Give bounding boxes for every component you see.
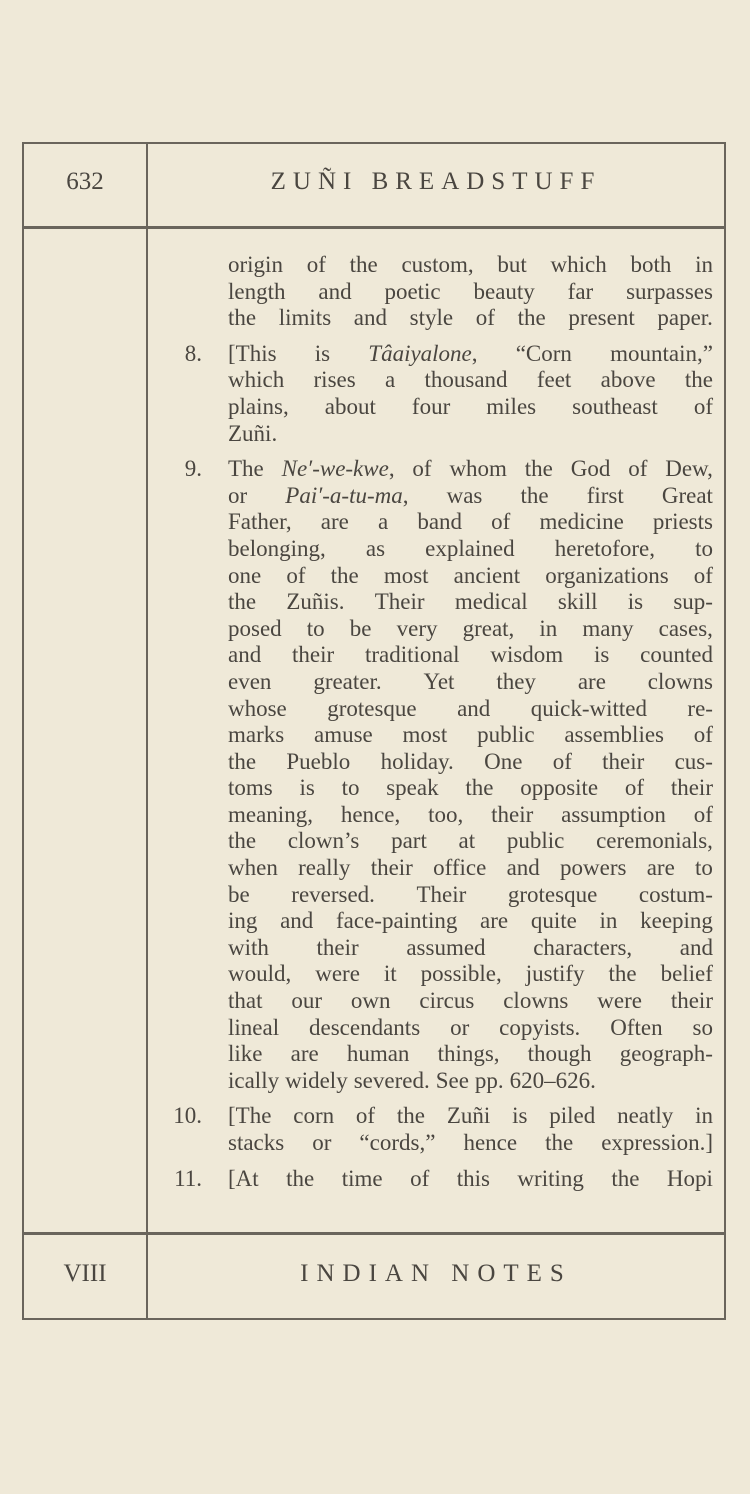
word: and — [318, 278, 352, 304]
text-line — [228, 802, 713, 829]
word: ically — [228, 1067, 280, 1093]
word: ceremonials, — [596, 828, 713, 854]
word: clowns — [503, 988, 569, 1014]
word: possible, — [420, 961, 502, 987]
page-number: 632 — [66, 168, 104, 195]
word: quick-witted — [530, 695, 647, 721]
word: and — [280, 908, 314, 934]
text-line — [228, 305, 713, 332]
word: they — [496, 668, 536, 694]
word: the — [228, 305, 257, 331]
text-line — [228, 775, 713, 802]
text-line — [228, 279, 713, 306]
word: belonging, — [228, 535, 326, 561]
word: very — [396, 615, 438, 641]
word: though — [527, 1041, 592, 1067]
word: priests — [652, 509, 713, 535]
word: the — [608, 961, 637, 987]
word: Pueblo — [286, 748, 351, 774]
word: ancient — [453, 562, 521, 588]
word: the — [286, 1165, 315, 1191]
volume-number: VIII — [63, 1260, 107, 1287]
word: pp. — [474, 1067, 504, 1093]
word: but — [497, 252, 527, 277]
word: origin — [228, 252, 283, 277]
word: of — [624, 775, 645, 801]
word: which — [228, 367, 285, 393]
word: [This — [228, 340, 277, 366]
word: be — [349, 615, 372, 641]
word: are — [290, 1041, 319, 1067]
text-line — [228, 1130, 713, 1157]
word: poetic — [384, 278, 441, 304]
note-number: 9. — [184, 456, 202, 482]
word: face-painting — [336, 908, 458, 934]
word: own — [350, 988, 391, 1014]
word: quite — [530, 908, 577, 934]
word: to — [341, 775, 360, 801]
word: limits — [278, 305, 332, 331]
word: hence, — [340, 801, 401, 827]
word: are — [320, 509, 349, 535]
word: their — [670, 775, 713, 801]
word: the — [465, 775, 494, 801]
word: thousand — [424, 367, 508, 393]
word: the — [611, 1165, 640, 1191]
word: re- — [687, 695, 713, 721]
word: in — [539, 615, 558, 641]
word: the — [228, 589, 257, 615]
word: things, — [437, 1041, 500, 1067]
text-line — [228, 1068, 713, 1095]
word: many — [582, 615, 634, 641]
word: southeast — [572, 393, 658, 419]
word: “Corn — [515, 340, 572, 366]
text-line — [228, 367, 713, 394]
word: Father, — [228, 509, 292, 535]
word: in — [695, 252, 713, 277]
word: Often — [610, 1014, 663, 1040]
word: expression.] — [601, 1130, 713, 1155]
word: the — [396, 1103, 426, 1129]
word: or — [312, 1130, 332, 1155]
word: cases, — [658, 615, 713, 641]
word: this — [456, 1165, 490, 1191]
text-line — [228, 563, 713, 590]
word: whom — [449, 456, 507, 482]
word: meaning, — [228, 801, 313, 827]
word: sup- — [673, 589, 713, 615]
word: plains, — [228, 393, 289, 419]
text-line — [228, 1166, 713, 1193]
word: were — [597, 988, 642, 1014]
word: Ne′-we-kwe, — [281, 456, 395, 482]
word: amuse — [314, 722, 373, 748]
word: public — [506, 828, 565, 854]
word: their — [316, 934, 359, 960]
word: most — [402, 722, 448, 748]
word: skill — [557, 589, 598, 615]
word: of — [410, 1165, 430, 1191]
word: be — [228, 881, 250, 907]
notes-body — [160, 252, 713, 1201]
text-line — [228, 908, 713, 935]
note-item — [160, 252, 713, 332]
word: a — [384, 367, 396, 393]
word: “cords,” — [359, 1130, 436, 1155]
word: justify — [525, 961, 585, 987]
word: when — [228, 855, 278, 881]
word: band — [417, 509, 463, 535]
word: descendants — [309, 1014, 421, 1040]
text-line — [228, 616, 713, 643]
text-line — [228, 483, 713, 510]
word: part — [391, 828, 427, 854]
word: toms — [228, 775, 273, 801]
word: are — [577, 668, 606, 694]
word: four — [411, 393, 451, 419]
word: human — [346, 1041, 410, 1067]
text-line — [228, 456, 713, 483]
word: See — [435, 1067, 469, 1093]
word: style — [409, 305, 454, 331]
word: are — [480, 908, 509, 934]
word: a — [377, 509, 389, 535]
word: is — [627, 589, 644, 615]
word: organizations — [545, 562, 669, 588]
word: public — [477, 722, 535, 748]
word: of — [693, 393, 713, 419]
word: in — [695, 1103, 713, 1129]
text-line — [228, 536, 713, 563]
word: 620–626. — [509, 1067, 596, 1093]
word: geograph- — [619, 1041, 713, 1067]
word: the — [228, 828, 257, 854]
word: neatly — [617, 1103, 674, 1129]
text-line — [228, 749, 713, 776]
word: Zuñis. — [286, 589, 345, 615]
word: stacks — [228, 1130, 285, 1155]
text-line — [228, 589, 713, 616]
text-line — [228, 1103, 713, 1130]
word: of — [475, 305, 495, 331]
word: of — [693, 801, 713, 827]
word: as — [365, 535, 386, 561]
word: and — [353, 305, 388, 331]
word: and — [679, 934, 713, 960]
word: keeping — [640, 908, 713, 934]
word: of — [286, 562, 306, 588]
word: Their — [374, 589, 425, 615]
word: of — [628, 456, 648, 482]
word: of — [491, 509, 511, 535]
word: or — [228, 482, 248, 508]
word: of — [693, 562, 713, 588]
word: that — [228, 988, 263, 1014]
word: their — [602, 748, 645, 774]
note-number: 8. — [184, 340, 202, 366]
text-line — [228, 935, 713, 962]
word: Pai′-a-tu-ma, — [285, 482, 409, 508]
word: medical — [454, 589, 528, 615]
word: Yet — [423, 668, 455, 694]
word: too, — [428, 801, 464, 827]
word: the — [517, 305, 546, 331]
word: time — [341, 1165, 383, 1191]
word: assumed — [406, 934, 486, 960]
word: or — [450, 1014, 470, 1040]
word: surpasses — [626, 278, 713, 304]
word: were — [315, 961, 360, 987]
note-item — [160, 341, 713, 447]
word: Hopi — [666, 1165, 713, 1191]
word: of — [355, 1103, 376, 1129]
word: miles — [486, 393, 537, 419]
word: assumption — [561, 801, 666, 827]
word: office — [433, 855, 487, 881]
text-line — [228, 722, 713, 749]
word: clown’s — [287, 828, 360, 854]
word: severed. — [353, 1067, 430, 1093]
running-title: ZUÑI BREADSTUFF — [270, 168, 602, 195]
word: grotesque — [507, 881, 598, 907]
word: explained — [425, 535, 515, 561]
header-rule — [24, 226, 724, 229]
word: and — [457, 695, 491, 721]
word: like — [228, 1041, 263, 1067]
word: Zuñi. — [228, 420, 278, 446]
word: assemblies — [564, 722, 664, 748]
text-line — [228, 669, 713, 696]
text-line — [228, 988, 713, 1015]
word: in — [599, 908, 618, 934]
text-line — [228, 961, 713, 988]
word: costum- — [638, 881, 713, 907]
word: length — [228, 278, 286, 304]
word: of — [552, 748, 572, 774]
word: their — [292, 642, 335, 668]
word: characters, — [533, 934, 633, 960]
word: so — [692, 1014, 713, 1040]
word: One — [484, 748, 523, 774]
word: The — [228, 456, 264, 482]
text-line — [228, 882, 713, 909]
word: reversed. — [291, 881, 375, 907]
word: greater. — [313, 668, 382, 694]
text-line — [228, 1041, 713, 1068]
series-title: INDIAN NOTES — [300, 1260, 572, 1287]
word: Great — [661, 482, 713, 508]
word: medicine — [539, 509, 624, 535]
word: circus — [419, 988, 475, 1014]
note-item — [160, 456, 713, 1094]
word: cus- — [674, 748, 713, 774]
word: paper. — [657, 305, 713, 331]
text-line — [228, 855, 713, 882]
word: corn — [293, 1103, 335, 1129]
word: both — [630, 252, 672, 277]
word: really — [298, 855, 351, 881]
word: writing — [517, 1165, 584, 1191]
text-line — [228, 341, 713, 368]
word: first — [586, 482, 624, 508]
word: is — [314, 340, 331, 366]
text-line — [228, 642, 713, 669]
word: it — [383, 961, 397, 987]
word: most — [383, 562, 429, 588]
text-line — [228, 828, 713, 855]
word: even — [228, 668, 272, 694]
word: to — [695, 855, 713, 881]
word: whose — [228, 695, 287, 721]
word: their — [370, 855, 413, 881]
text-line — [228, 252, 713, 279]
word: would, — [228, 961, 292, 987]
note-item — [160, 1166, 713, 1193]
text-line — [228, 509, 713, 536]
word: belief — [660, 961, 713, 987]
word: one — [228, 562, 262, 588]
word: piled — [549, 1103, 596, 1129]
word: to — [695, 535, 713, 561]
word: Tâaiyalone, — [368, 340, 478, 366]
word: clowns — [647, 668, 713, 694]
word: with — [228, 934, 269, 960]
word: counted — [640, 642, 713, 668]
word: opposite — [520, 775, 599, 801]
word: [At — [228, 1165, 259, 1191]
word: about — [324, 393, 376, 419]
word: present — [568, 305, 635, 331]
word: to — [306, 615, 325, 641]
word: the — [349, 252, 378, 277]
column-divider — [146, 144, 148, 1318]
word: the — [545, 1130, 574, 1155]
text-line — [228, 394, 713, 421]
word: posed — [228, 615, 282, 641]
word: feet — [536, 367, 572, 393]
word: our — [291, 988, 323, 1014]
word: was — [446, 482, 483, 508]
word: beauty — [473, 278, 535, 304]
word: great, — [462, 615, 515, 641]
word: Dew, — [665, 456, 713, 482]
word: Their — [416, 881, 467, 907]
word: the — [524, 456, 553, 482]
word: and — [506, 855, 540, 881]
word: God — [570, 456, 611, 482]
text-line — [228, 421, 713, 448]
word: the — [520, 482, 549, 508]
note-number: 11. — [174, 1165, 202, 1191]
word: lineal — [228, 1014, 280, 1040]
note-number: 10. — [173, 1103, 202, 1129]
word: Zuñi — [446, 1103, 491, 1129]
word: traditional — [365, 642, 460, 668]
word: holiday. — [380, 748, 454, 774]
word: are — [646, 855, 675, 881]
word: of — [693, 722, 713, 748]
word: above — [600, 367, 656, 393]
word: hence — [463, 1130, 518, 1155]
note-item — [160, 1103, 713, 1156]
word: widely — [285, 1067, 348, 1093]
word: marks — [228, 722, 285, 748]
word: of — [306, 252, 326, 277]
footer-rule — [24, 1232, 724, 1235]
word: is — [299, 775, 315, 801]
word: of — [412, 456, 432, 482]
word: their — [670, 988, 713, 1014]
word: copyists. — [499, 1014, 581, 1040]
word: wisdom — [490, 642, 564, 668]
word: is — [594, 642, 610, 668]
word: rises — [313, 367, 356, 393]
word: ing — [228, 908, 258, 934]
word: [The — [228, 1103, 272, 1129]
word: mountain,” — [610, 340, 713, 366]
word: the — [330, 562, 359, 588]
word: the — [228, 748, 257, 774]
word: heretofore, — [554, 535, 655, 561]
word: is — [512, 1103, 528, 1129]
word: their — [491, 801, 534, 827]
text-line — [228, 696, 713, 723]
word: grotesque — [327, 695, 417, 721]
word: far — [567, 278, 594, 304]
word: speak — [386, 775, 439, 801]
word: and — [228, 642, 262, 668]
word: at — [458, 828, 476, 854]
word: custom, — [401, 252, 474, 277]
word: powers — [560, 855, 627, 881]
word: the — [684, 367, 713, 393]
word: which — [550, 252, 607, 277]
text-line — [228, 1015, 713, 1042]
